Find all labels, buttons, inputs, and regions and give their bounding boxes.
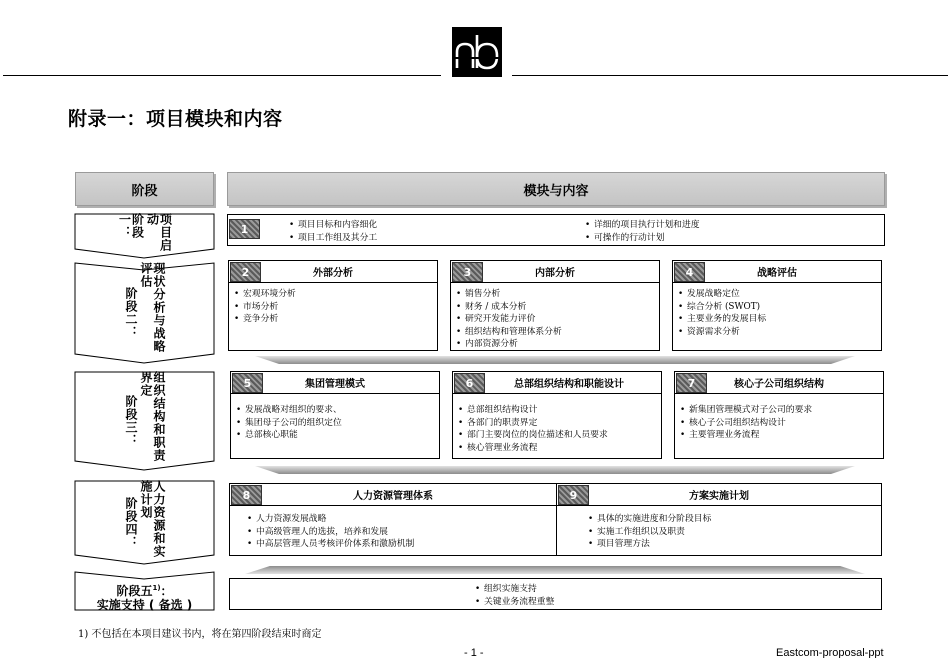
separator-3 <box>255 466 855 474</box>
module-7-title: 核心子公司组织结构 <box>675 372 883 394</box>
module-1-list-b: • 详细的项目执行计划和进度 • 可操作的行动计划 <box>584 219 700 244</box>
footnote: 1) 不包括在本项目建议书内，将在第四阶段结束时商定 <box>78 629 322 640</box>
module-9 <box>557 484 881 555</box>
module-column-header: 模块与内容 <box>227 172 885 206</box>
module-4-number: 4 <box>674 262 705 282</box>
document-name: Eastcom-proposal-ppt <box>776 647 884 658</box>
stage-5-label: 阶段五$^{1)}$： 实施支持 ( 备选 ) <box>74 571 215 611</box>
module-8 <box>230 484 557 555</box>
stage-1-label: 阶段一： 项目启动 <box>74 213 215 259</box>
module-2-number: 2 <box>230 262 261 282</box>
module-7-box <box>674 371 884 459</box>
module-6-title: 总部组织结构和职能设计 <box>453 372 661 394</box>
stage-column-header: 阶段 <box>75 172 214 206</box>
module-2-list: • 宏观环境分析 • 市场分析 • 竞争分析 <box>233 288 296 326</box>
module-8-9-box <box>229 483 882 556</box>
stage-2-label: 阶段二： 现状分析与战略评估 <box>74 262 215 364</box>
module-3-box <box>450 260 660 351</box>
stage-4-label: 阶段四： 人力资源和实施计划 <box>74 480 215 565</box>
module-9-title: 方案实施计划 <box>557 484 881 506</box>
module-1-box <box>227 214 885 246</box>
module-2-box <box>228 260 438 351</box>
module-3-number: 3 <box>452 262 483 282</box>
module-6-list: • 总部组织结构设计 • 各部门的职责界定 • 部门主要岗位的岗位描述和人员要求 • 核心管理业务流程 <box>457 404 608 454</box>
module-8-list: • 人力资源发展战略 • 中高级管理人的选拔，培养和发展 • 中高层管理人员考核评价体系和激励机制 <box>246 513 414 551</box>
module-9-number: 9 <box>558 485 589 505</box>
logo <box>452 27 502 77</box>
separator-4 <box>245 566 865 574</box>
module-4-box <box>672 260 882 351</box>
module-5-box <box>230 371 440 459</box>
module-2-title: 外部分析 <box>229 261 437 283</box>
module-1-number: 1 <box>229 219 260 239</box>
module-5-number: 5 <box>232 373 263 393</box>
module-5-list: • 发展战略对组织的要求、 • 集团母子公司的组织定位 • 总部核心职能 <box>235 404 342 442</box>
stage-3-label: 阶段三： 组织结构和职责界定 <box>74 371 215 471</box>
module-8-title: 人力资源管理体系 <box>230 484 556 506</box>
module-3-list: • 销售分析 • 财务 / 成本分析 • 研究开发能力评价 • 组织结构和管理体系分析 • 内部资源分析 <box>455 288 562 351</box>
page-title: 附录一：项目模块和内容 <box>68 108 283 130</box>
separator-2 <box>255 356 855 364</box>
module-9-list: • 具体的实施进度和分阶段目标 • 实施工作组织以及职责 • 项目管理方法 <box>587 513 711 551</box>
module-6-number: 6 <box>454 373 485 393</box>
module-1-list-a: • 项目目标和内容细化 • 项目工作组及其分工 <box>288 219 377 244</box>
module-7-number: 7 <box>676 373 707 393</box>
module-4-title: 战略评估 <box>673 261 881 283</box>
module-6-box <box>452 371 662 459</box>
page-number: - 1 - <box>464 647 484 658</box>
module-7-list: • 新集团管理模式对子公司的要求 • 核心子公司组织结构设计 • 主要管理业务流程 <box>679 404 812 442</box>
module-10-list: • 组织实施支持 • 关键业务流程重整 <box>474 583 554 608</box>
module-8-number: 8 <box>231 485 262 505</box>
top-rule-right <box>512 75 948 76</box>
module-10-box <box>229 578 882 610</box>
module-4-list: • 发展战略定位 • 综合分析 (SWOT) • 主要业务的发展目标 • 资源需求分析 <box>677 288 766 338</box>
module-5-title: 集团管理模式 <box>231 372 439 394</box>
module-3-title: 内部分析 <box>451 261 659 283</box>
top-rule-left <box>3 75 441 76</box>
